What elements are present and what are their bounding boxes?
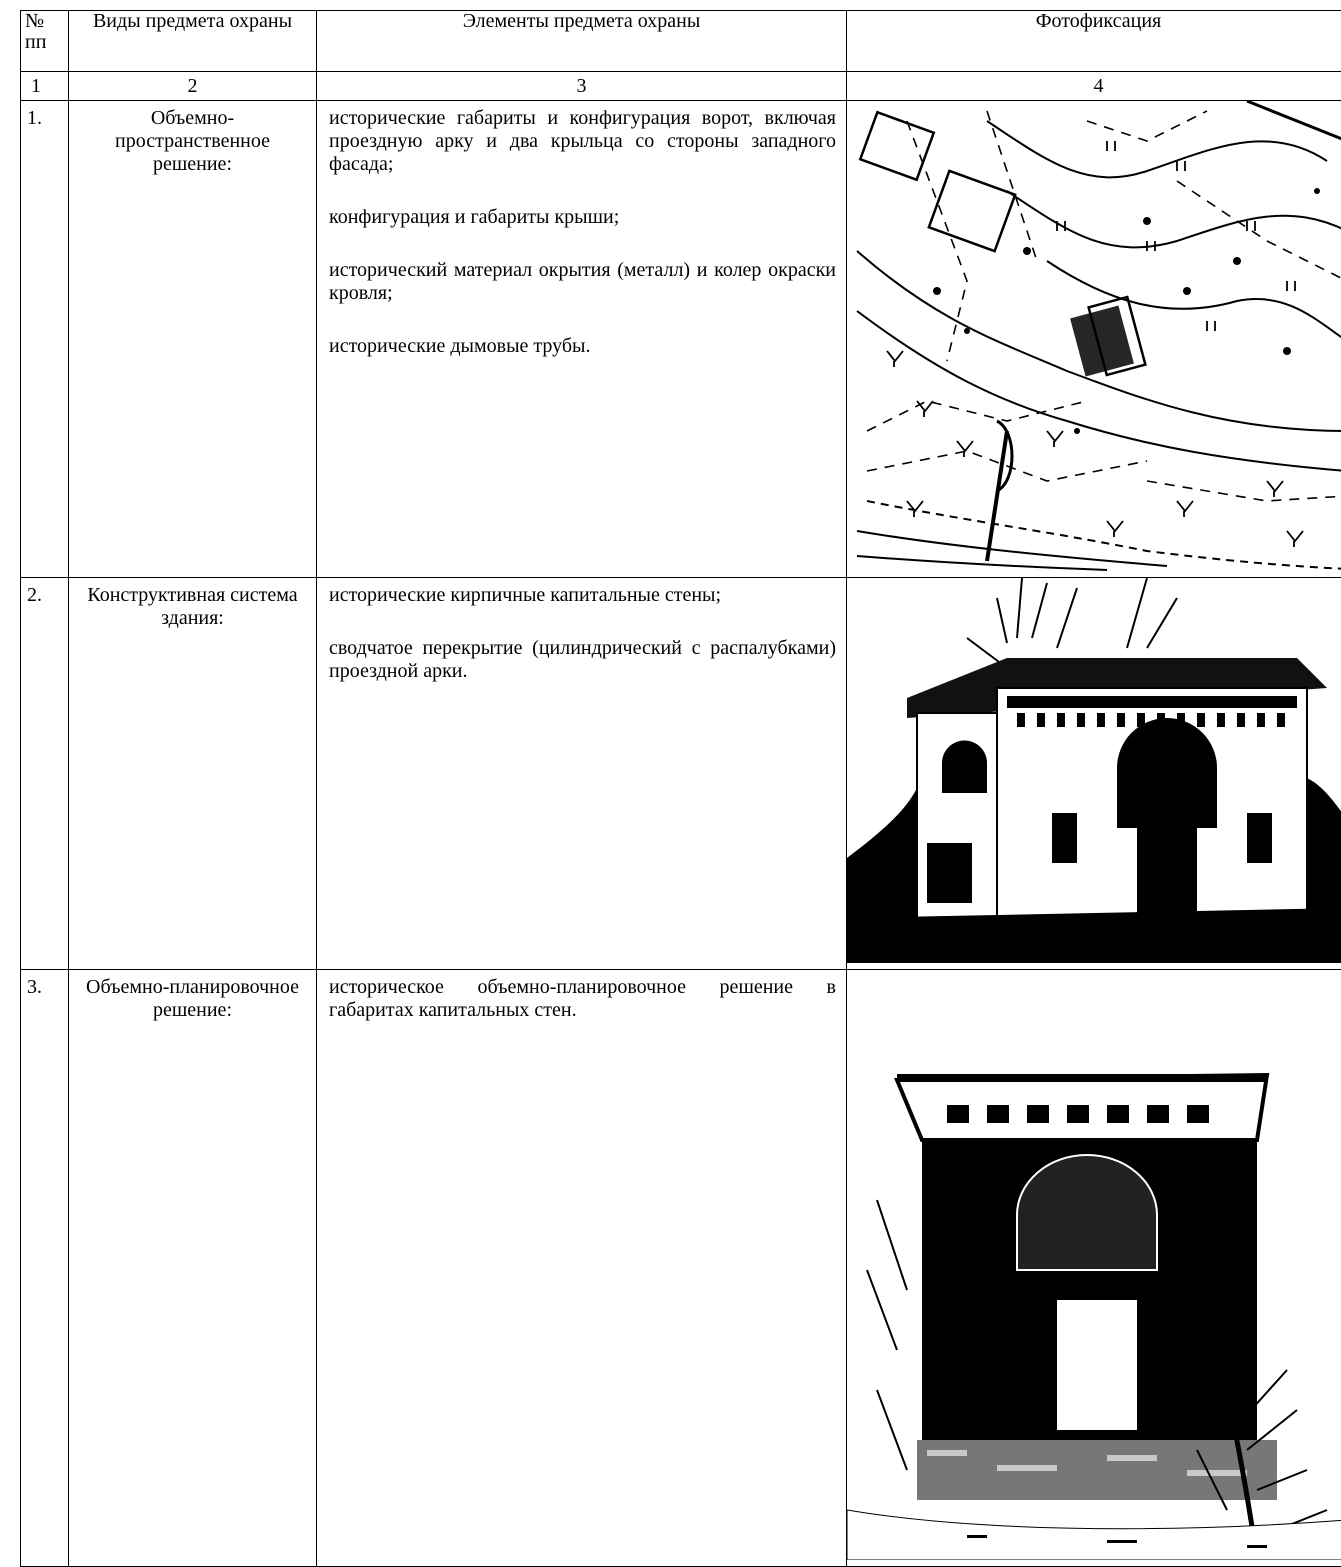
element-item: исторический материал окрытия (металл) и колер окраски кровля; (329, 259, 836, 305)
element-item: исторические габариты и конфигурация ворот, включая проездную арку и два крыльца со стороны западного фасада; (329, 107, 836, 176)
table-row (21, 970, 1341, 1567)
column-index-row (21, 72, 1341, 101)
site-plan-map-drawing (847, 101, 1341, 571)
row-number: 2. (21, 578, 69, 970)
gate-building-front-photo (847, 970, 1341, 1567)
gate-building-side-image (847, 578, 1341, 963)
column-index: 1 (21, 72, 69, 101)
header-number: № пп (21, 11, 69, 72)
row-elements (317, 578, 847, 970)
site-plan-map (847, 101, 1341, 578)
row-number: 3. (21, 970, 69, 1567)
gate-building-side-photo (847, 578, 1341, 970)
header-photo: Фотофиксация (847, 11, 1341, 72)
element-item: сводчатое перекрытие (цилиндрический с распалубками) проездной арки. (329, 637, 836, 683)
table-row (21, 578, 1341, 970)
element-item: исторические кирпичные капитальные стены; (329, 584, 836, 607)
gate-building-front-image (847, 970, 1341, 1560)
row-kind: Объемно-пространственное решение: (69, 101, 317, 578)
column-index: 2 (69, 72, 317, 101)
protection-table (20, 10, 1341, 1567)
row-kind: Конструктивная система здания: (69, 578, 317, 970)
element-item: историческое объемно-планировочное решение в габаритах капитальных стен. (329, 976, 836, 1022)
table-header (21, 11, 1341, 72)
row-elements (317, 101, 847, 578)
element-item: конфигурация и габариты крыши; (329, 206, 836, 229)
row-kind: Объемно-планировочное решение: (69, 970, 317, 1567)
row-number: 1. (21, 101, 69, 578)
table-row (21, 101, 1341, 578)
column-index: 4 (847, 72, 1341, 101)
column-index: 3 (317, 72, 847, 101)
row-elements (317, 970, 847, 1567)
element-item: исторические дымовые трубы. (329, 335, 836, 358)
header-kind: Виды предмета охраны (69, 11, 317, 72)
header-elements: Элементы предмета охраны (317, 11, 847, 72)
